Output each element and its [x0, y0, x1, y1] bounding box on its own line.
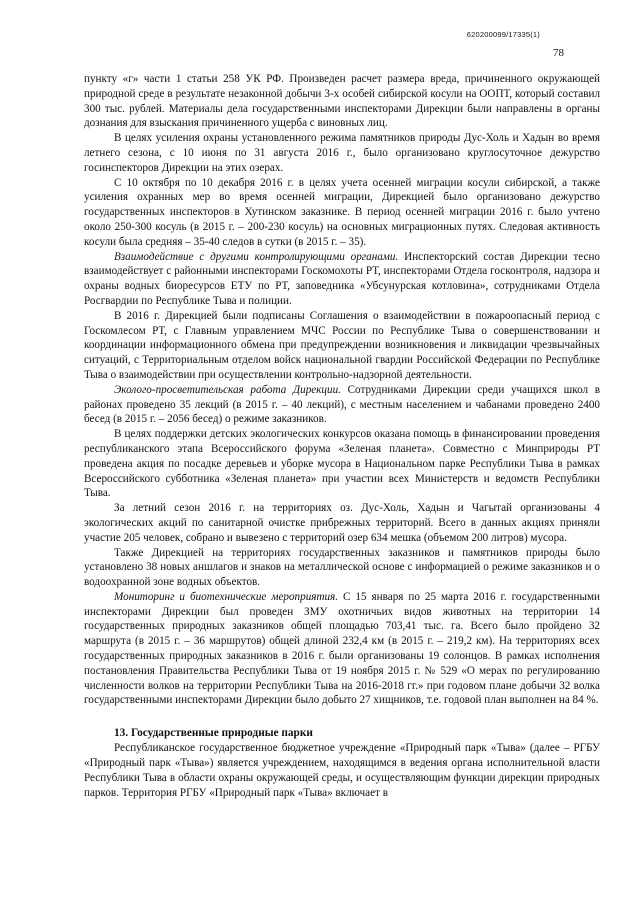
- paragraph-4: Взаимодействие с другими контролирующими органами. Инспекторский состав Дирекции тесно взаимодействует с районными инспекторами Госкомохоты РТ, инспекторами Отдела госконтроля, надзора и охраны водных биоресурсов ЕТУ по РТ, заповедника «Убсунурская котловина», сотрудниками Отдела Росгвардии по Республике Тыва и полиции.: [84, 250, 600, 307]
- body-text: [84, 72, 600, 800]
- paragraph-6: Эколого-просветительская работа Дирекции. Сотрудниками Дирекции среди учащихся школ в районах проведено 35 лекций (в 2015 г. – 40 лекций), с местным населением и чабанами проведено 2400 бесед (в 2015 г. – 2056 бесед) о режиме заказников.: [84, 383, 601, 426]
- paragraph-3: С 10 октября по 10 декабря 2016 г. в целях учета осенней миграции косули сибирской, а также усиления охранных мер во время осенней миграции, Дирекцией было организовано дежурство государственных инспекторов в Хутинском заказнике. В период осенней миграции 2016 г. было учтено около 250-300 косуль (в 2015 г. – 200-230 косуль) на основных миграционных путях. Следовая активность косули была средняя – 35-40 следов в сутки (в 2015 г. – 35).: [84, 176, 600, 248]
- paragraph-5: В 2016 г. Дирекцией были подписаны Соглашения о взаимодействии в пожароопасный период с Госкомлесом РТ, с Главным управлением МЧС России по Республике Тыва о совершенствовании и координации информационного обмена при предупреждении возникновения и ликвидации чрезвычайных ситуаций, с Территориальным отделом войск национальной гвардии Российской Федерации по Республике Тыва о взаимодействии при осуществлении контрольно-надзорной деятельности.: [84, 309, 600, 381]
- paragraph-9: Также Дирекцией на территориях государственных заказников и памятников природы было установлено 38 новых аншлагов и знаков на металлической основе с информацией о режиме заказников и о водоохранной зоне водных объектов.: [84, 546, 600, 589]
- paragraph-lead: Мониторинг и биотехнические мероприятия.: [114, 590, 339, 603]
- paragraph-7: В целях поддержки детских экологических конкурсов оказана помощь в финансировании проведения республиканского этапа Всероссийского форума «Зеленая планета». Совместно с Минприроды РТ проведена акция по посадке деревьев и уборке мусора в Национальном парке Республики Тыва в рамках Всероссийского субботника «Зеленая планета» при участии всех Министерств и ведомств Республики Тыва.: [84, 428, 600, 500]
- document-id: 620200099/17335(1): [466, 30, 540, 39]
- paragraph-2: В целях усиления охраны установленного режима памятников природы Дус-Холь и Хадын во время летнего сезона, с 10 июня по 31 августа 2016 г., было организовано круглосуточное дежурство госинспекторов Дирекции на этих озерах.: [84, 132, 600, 174]
- paragraph-lead: Эколого-просветительская работа Дирекции.: [114, 383, 341, 396]
- paragraph-lead: Взаимодействие с другими контролирующими органами.: [114, 250, 399, 263]
- page-number: 78: [553, 47, 564, 59]
- section-heading: 13. Государственные природные парки: [114, 727, 313, 740]
- section-paragraph: Республиканское государственное бюджетное учреждение «Природный парк «Тыва» (далее – РГБУ «Природный парк «Тыва») является учреждением, находящимся в ведения органа исполнительной власти Республики Тыва в области охраны окружающей среды, и осуществляющим функции дирекции природных парков. Территория РГБУ «Природный парк «Тыва» включает в: [84, 742, 600, 799]
- paragraph-10: Мониторинг и биотехнические мероприятия. С 15 января по 25 марта 2016 г. государственными инспекторами Дирекции был проведен ЗМУ охотничьих видов животных на территории 14 государственных природных заказников общей площадью 703,41 тыс. га. Всего было пройдено 32 маршрута (в 2015 г. – 36 маршрутов) общей длиной 232,4 км (в 2015 г. – 219,2 км). На территориях всех государственных природных заказников в 2016 г. были организованы 19 солонцов. В рамках исполнения постановления Правительства Республики Тыва от 19 ноября 2015 г. № 529 «О мерах по регулированию численности волков на территории Республики Тыва на 2016-2018 гг.» при годовом плане добычи 32 волка государственными инспекторами Дирекции было добыто 27 хищников, т.е. годовой план выполнен на 84 %.: [84, 590, 601, 707]
- paragraph-8: За летний сезон 2016 г. на территориях оз. Дус-Холь, Хадын и Чагытай организованы 4 экологических акций по санитарной очистке прибрежных территорий. Всего в данных акциях приняли участие 205 человек, собрано и вывезено с территорий озер 634 мешка (объемом 200 литров) мусора.: [84, 502, 600, 544]
- paragraph-1: пункту «г» части 1 статьи 258 УК РФ. Произведен расчет размера вреда, причиненного окружающей природной среде в результате незаконной добычи 3-х особей сибирской косули на ООПТ, который составил 300 тыс. рублей. Материалы дела государственными инспекторами Дирекции были направлены в органы дознания для взыскания причиненного ущерба с виновных лиц.: [84, 73, 600, 130]
